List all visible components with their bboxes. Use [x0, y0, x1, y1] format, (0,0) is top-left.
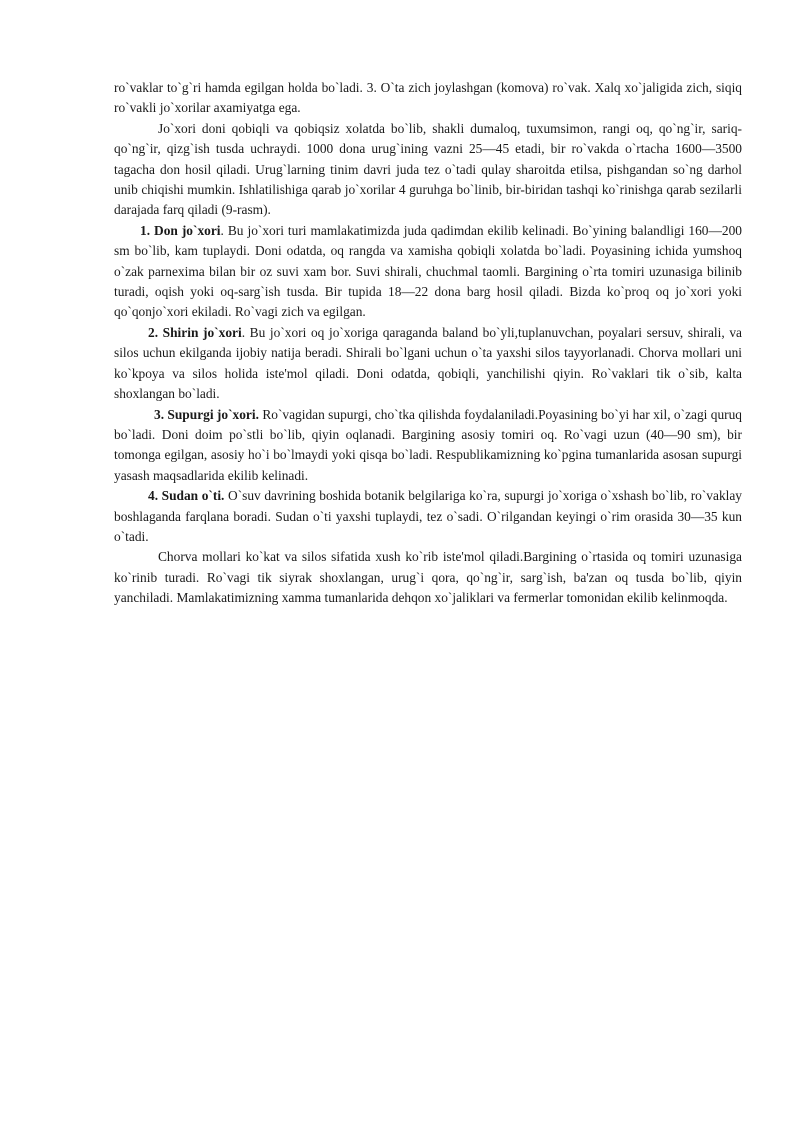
- section-body-sudan-oti: O`suv davrining boshida botanik belgilariga ko`ra, supurgi jo`xoriga o`xshash bo`lib, ro`vaklay boshlaganda farqlana boradi. Sudan o`ti yaxshi tuplaydi, tez o`sadi. O`rilgandan keyingi o`rim orasida 30—35 kun o`tadi.: [114, 488, 742, 544]
- document-page: [114, 78, 742, 609]
- section-heading-don-joxori: 1. Don jo`xori: [140, 222, 221, 238]
- section-heading-sudan-oti: 4. Sudan o`ti.: [148, 488, 225, 504]
- paragraph-sudan-oti: [114, 486, 742, 547]
- section-heading-supurgi-joxori: 3. Supurgi jo`xori.: [154, 406, 259, 422]
- section-body-supurgi-joxori: Ro`vagidan supurgi, cho`tka qilishda foydalaniladi.Poyasining bo`yi har xil, o`zagi quruq bo`ladi. Doni doim po`stli bo`lib, qiyin oqlanadi. Bargining asosiy tomiri oq. Ro`vagi uzun (40—90 sm), bir tomonga egilgan, asosiy ho`i bo`lmaydi yoki qisqa bo`ladi. Respublikamizning ko`pgina tumanlarida asosan supurgi yasash maqsadlarida ekilib kelinadi.: [114, 406, 743, 483]
- paragraph-continuation: ro`vaklar to`g`ri hamda egilgan holda bo`ladi. 3. O`ta zich joylashgan (komova) ro`vak. Xalq xo`jaligida zich, siqiq ro`vakli jo`xorilar axamiyatga ega.: [114, 80, 742, 116]
- paragraph-shirin-joxori: [114, 323, 742, 405]
- section-body-don-joxori: . Bu jo`xori turi mamlakatimizda juda qadimdan ekilib kelinadi. Bo`yining balandligi 160—200 sm bo`lib, kam tuplaydi. Doni odatda, oq rangda va xamisha qobiqli xolatda bo`ladi. Poyasining ichida yumshoq o`zak parnexima bilan bir oz suvi xam bor. Suvi shirali, chuchmal taomli. Bargining o`rta tomiri uzunasiga bilinib turadi, oqish yoki oq-sarg`ish tusda. Bir tupida 18—22 dona barg hosil qiladi. Bizda ko`proq oq jo`xori yoki qo`qonjo`xori ekiladi. Ro`vagi zich va egilgan.: [114, 222, 742, 320]
- section-heading-shirin-joxori: 2. Shirin jo`xori: [148, 324, 242, 340]
- paragraph-grain-description: Jo`xori doni qobiqli va qobiqsiz xolatda bo`lib, shakli dumaloq, tuxumsimon, rangi oq, qo`ng`ir, sariq-qo`ng`ir, qizg`ish tusda uchraydi. 1000 dona urug`ining vazni 25—45 etadi, bir ro`vakda o`rtacha 1600—3500 tagacha don hosil qiladi. Urug`larning tinim davri juda tez o`tadi qulay sharoitda etilsa, pishgandan so`ng darhol unib chiqishi mumkin. Ishlatilishiga qarab jo`xorilar 4 guruhga bo`linib, bir-biridan tashqi ko`rinishga qarab sezilarli darajada farq qiladi (9-rasm).: [114, 120, 742, 218]
- paragraph-don-joxori: [114, 221, 742, 323]
- paragraph-livestock-use: Chorva mollari ko`kat va silos sifatida xush ko`rib iste'mol qiladi.Bargining o`rtasida oq tomiri uzunasiga ko`rinib turadi. Ro`vagi tik siyrak shoxlangan, urug`i qora, qo`ng`ir, sarg`ish, ba'zan oq tusda bo`lib, qiyin yanchiladi. Mamlakatimizning xamma tumanlarida dehqon xo`jaliklari va fermerlar tomonidan ekilib kelinmoqda.: [114, 549, 742, 606]
- section-body-shirin-joxori: . Bu jo`xori oq jo`xoriga qaraganda baland bo`yli,tuplanuvchan, poyalari sersuv, shirali, va silos uchun ekilganda ijobiy natija beradi. Shirali bo`lgani uchun o`ta yaxshi silos tayyorlanadi. Chorva mollari uni ko`kpoya va silos holida iste'mol qiladi. Doni odatda, qobiqli, yanchilishi qiyin. Ro`vaklari tik o`sib, kalta shoxlangan bo`ladi.: [114, 324, 742, 402]
- paragraph-supurgi-joxori: [114, 405, 742, 487]
